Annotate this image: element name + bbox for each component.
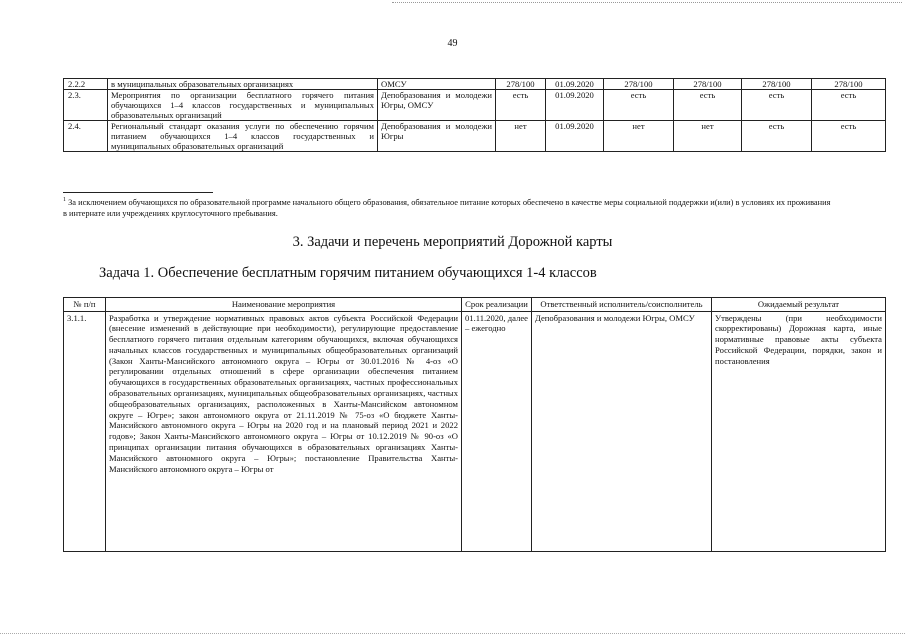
row-executor: ОМСУ: [378, 79, 496, 90]
header-name: Наименование мероприятия: [106, 298, 462, 312]
row-value: есть: [742, 121, 812, 152]
row-value: нет: [496, 121, 546, 152]
scan-edge-top: [392, 2, 902, 3]
task-title: Задача 1. Обеспечение бесплатным горячим питанием обучающихся 1-4 классов: [99, 265, 597, 281]
row-name: в муниципальных образовательных организациях: [108, 79, 378, 90]
row-number: 2.3.: [64, 90, 108, 121]
header-num: № п/п: [64, 298, 106, 312]
header-executor: Ответственный исполнитель/соисполнитель: [532, 298, 712, 312]
measures-table: [63, 297, 886, 552]
table-header-row: [64, 298, 886, 312]
row-executor: Депобразования и молодежи Югры, ОМСУ: [378, 90, 496, 121]
footnote-text: За исключением обучающихся по образовательной программе начального общего образования, обязательное питание которых обеспечено в качестве меры социальной поддержки и(или) в условиях их проживания в интернате или учреждениях круглосуточного пребывания.: [63, 197, 831, 218]
row-name: Мероприятия по организации бесплатного горячего питания обучающихся 1–4 классов государственных и муниципальных образовательных организаций: [108, 90, 378, 121]
row-value: нет: [604, 121, 674, 152]
row-name: Разработка и утверждение нормативных правовых актов субъекта Российской Федерации (внесение изменений в действующие при необходимости), регулирующие предоставление бесплатного горячего питания отдельным категориям обучающихся, включая обучающихся начальных классов государственных и муниципальных общеобразовательных организаций (Закон Ханты-Мансийского автономного округа – Югры от 30.01.2016 № 4-оз «О регулировании отдельных отношений в сфере организации обеспечения питанием обучающихся в государственных образовательных организациях, частных профессиональных образовательных организациях, муниципальных общеобразовательных организациях, частных общеобразовательных организациях, расположенных в Ханты-Мансийском автономном округе – Югре»; закон автономного округа от 21.11.2019 № 75-оз «О бюджете Ханты-Мансийского автономного округа – Югры на 2020 год и на плановый период 2021 и 2022 годов»; Закон Ханты-Мансийского автономного округа – Югры от 10.12.2019 № 90-оз «О принципах организации питания обучающихся в образовательных организациях Ханты-Мансийского автономного округа – Югры»; постановление Правительства Ханты-Мансийского автономного округа – Югры от: [106, 311, 462, 551]
footnote-mark: 1: [63, 197, 66, 203]
row-value: 278/100: [742, 79, 812, 90]
row-executor: Депобразования и молодежи Югры: [378, 121, 496, 152]
row-value: 278/100: [812, 79, 886, 90]
row-value: есть: [742, 90, 812, 121]
page-number: 49: [447, 38, 458, 49]
row-result: Утверждены (при необходимости скорректированы) Дорожная карта, иные нормативные правовые акты субъекта Российской Федерации, порядки, закон и постановления: [712, 311, 886, 551]
row-name: Региональный стандарт оказания услуги по обеспечению горячим питанием обучающихся 1–4 классов государственных и муниципальных образовательных организаций: [108, 121, 378, 152]
row-value: 01.09.2020: [546, 90, 604, 121]
row-value: есть: [496, 90, 546, 121]
continuation-table: [63, 78, 886, 152]
row-value: есть: [812, 90, 886, 121]
row-value: нет: [674, 121, 742, 152]
row-value: 278/100: [496, 79, 546, 90]
table-row: [64, 90, 886, 121]
row-value: есть: [604, 90, 674, 121]
footnote-divider: [63, 192, 213, 193]
row-executor: Депобразования и молодежи Югры, ОМСУ: [532, 311, 712, 551]
row-value: 01.09.2020: [546, 121, 604, 152]
table-row: [64, 79, 886, 90]
section-title: 3. Задачи и перечень мероприятий Дорожной карты: [292, 234, 613, 250]
header-result: Ожидаемый результат: [712, 298, 886, 312]
row-number: 3.1.1.: [64, 311, 106, 551]
row-value: 278/100: [604, 79, 674, 90]
row-value: 278/100: [674, 79, 742, 90]
table-row: [64, 121, 886, 152]
row-value: есть: [674, 90, 742, 121]
row-value: есть: [812, 121, 886, 152]
row-number: 2.2.2: [64, 79, 108, 90]
row-number: 2.4.: [64, 121, 108, 152]
row-deadline: 01.11.2020, далее – ежегодно: [462, 311, 532, 551]
scan-edge-bottom: [0, 633, 905, 634]
row-value: 01.09.2020: [546, 79, 604, 90]
table-row: [64, 311, 886, 551]
footnote: [63, 195, 833, 219]
header-deadline: Срок реализации: [462, 298, 532, 312]
